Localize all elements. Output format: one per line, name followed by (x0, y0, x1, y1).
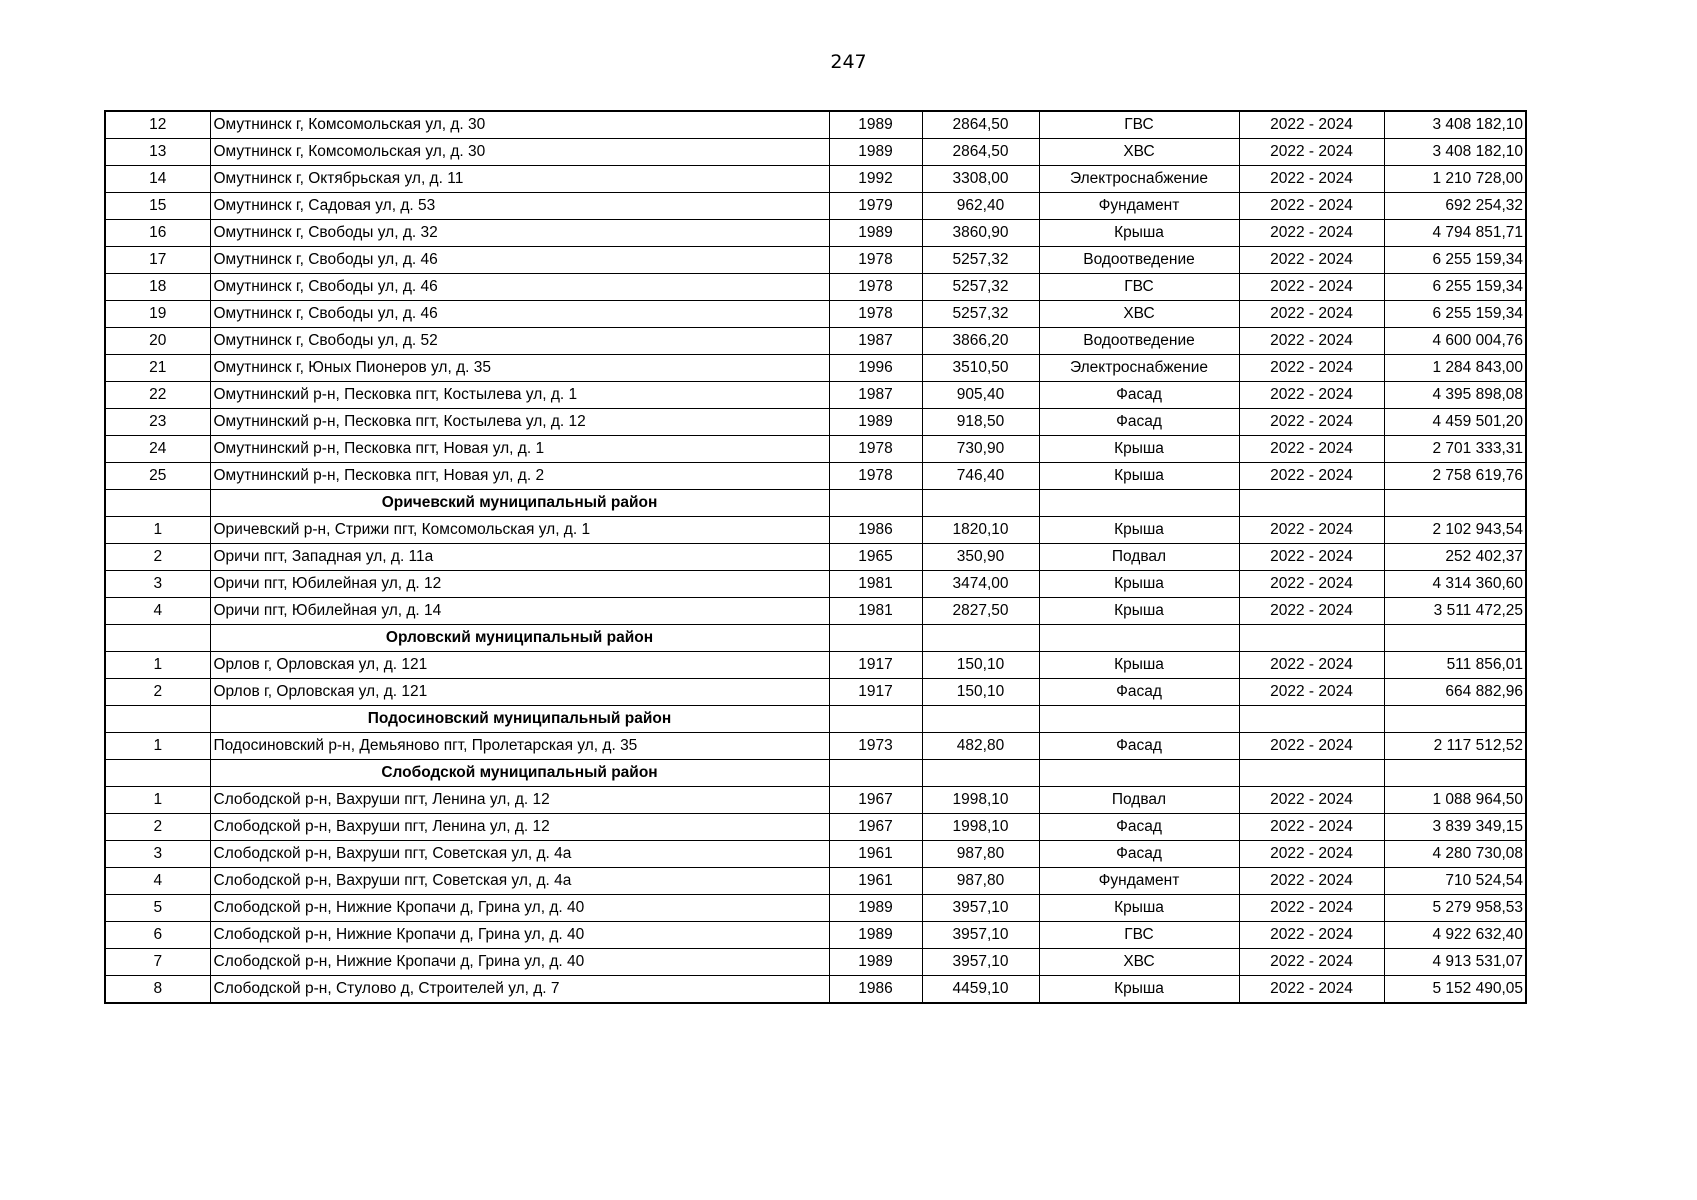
cell-work-type: Фасад (1039, 814, 1239, 841)
table-row (105, 220, 1526, 247)
cell-number (105, 490, 210, 517)
cell-address: Орлов г, Орловская ул, д. 121 (210, 652, 829, 679)
cell-area: 3957,10 (922, 895, 1039, 922)
cell-year-built (829, 760, 922, 787)
table-row (105, 949, 1526, 976)
cell-year-built: 1917 (829, 679, 922, 706)
cell-area: 3510,50 (922, 355, 1039, 382)
cell-cost: 4 395 898,08 (1384, 382, 1526, 409)
cell-cost: 664 882,96 (1384, 679, 1526, 706)
cell-number: 14 (105, 166, 210, 193)
cell-number: 18 (105, 274, 210, 301)
cell-number: 7 (105, 949, 210, 976)
cell-number: 20 (105, 328, 210, 355)
cell-period: 2022 - 2024 (1239, 733, 1384, 760)
cell-cost: 4 922 632,40 (1384, 922, 1526, 949)
cell-area: 4459,10 (922, 976, 1039, 1004)
cell-area: 3474,00 (922, 571, 1039, 598)
cell-number: 25 (105, 463, 210, 490)
section-header-row (105, 490, 1526, 517)
cell-number: 24 (105, 436, 210, 463)
cell-area: 2827,50 (922, 598, 1039, 625)
cell-period: 2022 - 2024 (1239, 814, 1384, 841)
cell-number: 5 (105, 895, 210, 922)
cell-number: 13 (105, 139, 210, 166)
cell-work-type: Крыша (1039, 895, 1239, 922)
cell-work-type: Фасад (1039, 382, 1239, 409)
cell-work-type: Электроснабжение (1039, 355, 1239, 382)
cell-work-type: Крыша (1039, 598, 1239, 625)
cell-cost: 2 758 619,76 (1384, 463, 1526, 490)
cell-year-built: 1989 (829, 111, 922, 139)
cell-work-type: Крыша (1039, 517, 1239, 544)
table-row (105, 571, 1526, 598)
cell-cost: 4 459 501,20 (1384, 409, 1526, 436)
cell-cost: 2 117 512,52 (1384, 733, 1526, 760)
cell-work-type: Электроснабжение (1039, 166, 1239, 193)
cell-number (105, 706, 210, 733)
cell-year-built: 1989 (829, 895, 922, 922)
table-row (105, 733, 1526, 760)
cell-year-built: 1986 (829, 976, 922, 1004)
cell-number: 21 (105, 355, 210, 382)
cell-cost: 4 794 851,71 (1384, 220, 1526, 247)
cell-number: 6 (105, 922, 210, 949)
cell-area: 3308,00 (922, 166, 1039, 193)
cell-area: 482,80 (922, 733, 1039, 760)
cell-address: Омутнинский р-н, Песковка пгт, Костылева ул, д. 1 (210, 382, 829, 409)
table-row (105, 679, 1526, 706)
cell-year-built: 1978 (829, 301, 922, 328)
cell-cost: 1 284 843,00 (1384, 355, 1526, 382)
cell-cost: 3 408 182,10 (1384, 139, 1526, 166)
cell-area: 2864,50 (922, 139, 1039, 166)
cell-work-type (1039, 625, 1239, 652)
cell-cost: 4 280 730,08 (1384, 841, 1526, 868)
cell-year-built (829, 625, 922, 652)
cell-cost: 4 314 360,60 (1384, 571, 1526, 598)
cell-period: 2022 - 2024 (1239, 841, 1384, 868)
cell-number: 23 (105, 409, 210, 436)
cell-address: Омутнинский р-н, Песковка пгт, Новая ул, д. 1 (210, 436, 829, 463)
cell-work-type: Крыша (1039, 220, 1239, 247)
cell-year-built: 1981 (829, 598, 922, 625)
cell-year-built: 1917 (829, 652, 922, 679)
cell-cost: 2 701 333,31 (1384, 436, 1526, 463)
cell-period: 2022 - 2024 (1239, 517, 1384, 544)
cell-area: 1820,10 (922, 517, 1039, 544)
table-row (105, 544, 1526, 571)
cell-work-type: ГВС (1039, 922, 1239, 949)
cell-year-built: 1978 (829, 247, 922, 274)
cell-period (1239, 760, 1384, 787)
cell-number: 4 (105, 598, 210, 625)
table-row (105, 463, 1526, 490)
cell-year-built: 1973 (829, 733, 922, 760)
cell-period: 2022 - 2024 (1239, 922, 1384, 949)
cell-address: Слободской р-н, Вахруши пгт, Ленина ул, д. 12 (210, 787, 829, 814)
cell-work-type: Фасад (1039, 409, 1239, 436)
cell-year-built: 1961 (829, 868, 922, 895)
cell-year-built: 1967 (829, 787, 922, 814)
cell-area: 2864,50 (922, 111, 1039, 139)
table-row (105, 301, 1526, 328)
cell-cost (1384, 625, 1526, 652)
cell-cost: 511 856,01 (1384, 652, 1526, 679)
cell-address: Слободской р-н, Вахруши пгт, Советская ул, д. 4а (210, 868, 829, 895)
cell-period: 2022 - 2024 (1239, 544, 1384, 571)
cell-year-built: 1986 (829, 517, 922, 544)
cell-work-type: Крыша (1039, 436, 1239, 463)
cell-period: 2022 - 2024 (1239, 220, 1384, 247)
cell-address: Подосиновский р-н, Демьяново пгт, Пролетарская ул, д. 35 (210, 733, 829, 760)
table-row (105, 382, 1526, 409)
cell-cost: 3 839 349,15 (1384, 814, 1526, 841)
cell-area: 5257,32 (922, 301, 1039, 328)
cell-area: 746,40 (922, 463, 1039, 490)
cell-area: 918,50 (922, 409, 1039, 436)
cell-number: 12 (105, 111, 210, 139)
cell-area: 987,80 (922, 841, 1039, 868)
cell-cost: 6 255 159,34 (1384, 301, 1526, 328)
cell-address: Омутнинск г, Комсомольская ул, д. 30 (210, 139, 829, 166)
table-row (105, 328, 1526, 355)
cell-work-type: Фундамент (1039, 868, 1239, 895)
cell-number: 3 (105, 571, 210, 598)
cell-work-type: Подвал (1039, 544, 1239, 571)
cell-cost: 692 254,32 (1384, 193, 1526, 220)
cell-cost: 4 600 004,76 (1384, 328, 1526, 355)
cell-period: 2022 - 2024 (1239, 247, 1384, 274)
cell-area: 3860,90 (922, 220, 1039, 247)
table-row (105, 193, 1526, 220)
table-row (105, 922, 1526, 949)
cell-period: 2022 - 2024 (1239, 382, 1384, 409)
cell-number: 16 (105, 220, 210, 247)
cell-cost: 4 913 531,07 (1384, 949, 1526, 976)
cell-work-type: Крыша (1039, 652, 1239, 679)
table-row (105, 111, 1526, 139)
table-row (105, 868, 1526, 895)
cell-work-type (1039, 490, 1239, 517)
cell-cost: 1 088 964,50 (1384, 787, 1526, 814)
cell-area: 1998,10 (922, 814, 1039, 841)
cell-address: Слободской р-н, Вахруши пгт, Советская ул, д. 4а (210, 841, 829, 868)
cell-work-type: Крыша (1039, 463, 1239, 490)
cell-area (922, 625, 1039, 652)
cell-period: 2022 - 2024 (1239, 193, 1384, 220)
table-row (105, 274, 1526, 301)
cell-address: Слободской р-н, Нижние Кропачи д, Грина ул, д. 40 (210, 895, 829, 922)
cell-year-built: 1989 (829, 949, 922, 976)
cell-address: Омутнинск г, Свободы ул, д. 46 (210, 301, 829, 328)
cell-address: Омутнинск г, Садовая ул, д. 53 (210, 193, 829, 220)
cell-year-built: 1961 (829, 841, 922, 868)
cell-area: 150,10 (922, 679, 1039, 706)
cell-period: 2022 - 2024 (1239, 787, 1384, 814)
cell-year-built: 1989 (829, 409, 922, 436)
cell-area: 987,80 (922, 868, 1039, 895)
cell-area: 962,40 (922, 193, 1039, 220)
cell-address: Орлов г, Орловская ул, д. 121 (210, 679, 829, 706)
cell-area: 5257,32 (922, 274, 1039, 301)
cell-address: Слободской р-н, Стулово д, Строителей ул, д. 7 (210, 976, 829, 1004)
cell-cost: 1 210 728,00 (1384, 166, 1526, 193)
page-number: 247 (830, 51, 867, 73)
repair-program-table (104, 110, 1527, 1004)
cell-period: 2022 - 2024 (1239, 463, 1384, 490)
section-title: Слободской муниципальный район (210, 760, 829, 787)
cell-number: 15 (105, 193, 210, 220)
cell-work-type: Фасад (1039, 841, 1239, 868)
cell-year-built: 1978 (829, 274, 922, 301)
cell-period (1239, 490, 1384, 517)
section-header-row (105, 625, 1526, 652)
table-row (105, 841, 1526, 868)
cell-area: 5257,32 (922, 247, 1039, 274)
cell-work-type: Водоотведение (1039, 328, 1239, 355)
cell-area: 350,90 (922, 544, 1039, 571)
cell-area: 905,40 (922, 382, 1039, 409)
cell-address: Омутнинск г, Свободы ул, д. 52 (210, 328, 829, 355)
cell-number: 19 (105, 301, 210, 328)
cell-cost: 3 511 472,25 (1384, 598, 1526, 625)
cell-year-built: 1996 (829, 355, 922, 382)
cell-address: Оричи пгт, Западная ул, д. 11а (210, 544, 829, 571)
cell-cost: 6 255 159,34 (1384, 247, 1526, 274)
table-row (105, 355, 1526, 382)
cell-work-type (1039, 706, 1239, 733)
table-body (105, 111, 1526, 1003)
cell-year-built: 1978 (829, 436, 922, 463)
cell-work-type: Крыша (1039, 571, 1239, 598)
section-title: Орловский муниципальный район (210, 625, 829, 652)
cell-period: 2022 - 2024 (1239, 355, 1384, 382)
cell-number: 2 (105, 679, 210, 706)
cell-period: 2022 - 2024 (1239, 868, 1384, 895)
cell-work-type: Фасад (1039, 679, 1239, 706)
cell-area (922, 760, 1039, 787)
table-row (105, 598, 1526, 625)
cell-area: 730,90 (922, 436, 1039, 463)
cell-area: 3866,20 (922, 328, 1039, 355)
cell-cost: 6 255 159,34 (1384, 274, 1526, 301)
cell-year-built: 1992 (829, 166, 922, 193)
cell-work-type: Фундамент (1039, 193, 1239, 220)
cell-cost (1384, 490, 1526, 517)
cell-cost: 2 102 943,54 (1384, 517, 1526, 544)
cell-cost: 3 408 182,10 (1384, 111, 1526, 139)
cell-period: 2022 - 2024 (1239, 409, 1384, 436)
cell-area (922, 706, 1039, 733)
cell-period: 2022 - 2024 (1239, 679, 1384, 706)
cell-work-type: Подвал (1039, 787, 1239, 814)
cell-area: 1998,10 (922, 787, 1039, 814)
cell-cost (1384, 706, 1526, 733)
cell-period: 2022 - 2024 (1239, 598, 1384, 625)
cell-period: 2022 - 2024 (1239, 328, 1384, 355)
cell-work-type: ХВС (1039, 949, 1239, 976)
cell-cost: 710 524,54 (1384, 868, 1526, 895)
cell-number: 22 (105, 382, 210, 409)
cell-period: 2022 - 2024 (1239, 895, 1384, 922)
cell-area: 150,10 (922, 652, 1039, 679)
cell-year-built: 1987 (829, 382, 922, 409)
cell-number: 2 (105, 544, 210, 571)
cell-work-type: Крыша (1039, 976, 1239, 1004)
cell-area: 3957,10 (922, 922, 1039, 949)
cell-number: 8 (105, 976, 210, 1004)
cell-address: Оричевский р-н, Стрижи пгт, Комсомольская ул, д. 1 (210, 517, 829, 544)
cell-address: Слободской р-н, Нижние Кропачи д, Грина ул, д. 40 (210, 949, 829, 976)
cell-cost: 5 152 490,05 (1384, 976, 1526, 1004)
table-row (105, 517, 1526, 544)
table-row (105, 166, 1526, 193)
cell-number (105, 760, 210, 787)
cell-year-built: 1967 (829, 814, 922, 841)
cell-year-built: 1987 (829, 328, 922, 355)
table-row (105, 247, 1526, 274)
cell-address: Омутнинский р-н, Песковка пгт, Костылева ул, д. 12 (210, 409, 829, 436)
table-row (105, 895, 1526, 922)
cell-work-type: ХВС (1039, 139, 1239, 166)
table-row (105, 787, 1526, 814)
cell-number: 1 (105, 652, 210, 679)
cell-year-built: 1989 (829, 139, 922, 166)
cell-work-type: Водоотведение (1039, 247, 1239, 274)
repair-program-table-container (104, 110, 1527, 1004)
cell-address: Омутнинск г, Свободы ул, д. 46 (210, 274, 829, 301)
cell-number: 2 (105, 814, 210, 841)
cell-address: Омутнинск г, Октябрьская ул, д. 11 (210, 166, 829, 193)
cell-work-type (1039, 760, 1239, 787)
cell-period: 2022 - 2024 (1239, 976, 1384, 1004)
cell-cost (1384, 760, 1526, 787)
cell-period: 2022 - 2024 (1239, 166, 1384, 193)
cell-year-built: 1989 (829, 220, 922, 247)
cell-period (1239, 706, 1384, 733)
cell-address: Омутнинск г, Комсомольская ул, д. 30 (210, 111, 829, 139)
cell-year-built: 1989 (829, 922, 922, 949)
cell-address: Оричи пгт, Юбилейная ул, д. 12 (210, 571, 829, 598)
section-title: Подосиновский муниципальный район (210, 706, 829, 733)
cell-period (1239, 625, 1384, 652)
table-row (105, 814, 1526, 841)
cell-address: Омутнинск г, Свободы ул, д. 46 (210, 247, 829, 274)
cell-year-built (829, 706, 922, 733)
table-row (105, 652, 1526, 679)
cell-period: 2022 - 2024 (1239, 111, 1384, 139)
cell-work-type: ГВС (1039, 111, 1239, 139)
cell-period: 2022 - 2024 (1239, 571, 1384, 598)
cell-work-type: ХВС (1039, 301, 1239, 328)
cell-work-type: ГВС (1039, 274, 1239, 301)
cell-year-built: 1981 (829, 571, 922, 598)
table-row (105, 139, 1526, 166)
cell-address: Омутнинск г, Юных Пионеров ул, д. 35 (210, 355, 829, 382)
cell-period: 2022 - 2024 (1239, 301, 1384, 328)
cell-area: 3957,10 (922, 949, 1039, 976)
cell-period: 2022 - 2024 (1239, 436, 1384, 463)
cell-number: 4 (105, 868, 210, 895)
cell-number: 1 (105, 517, 210, 544)
cell-number: 1 (105, 733, 210, 760)
cell-address: Оричи пгт, Юбилейная ул, д. 14 (210, 598, 829, 625)
table-row (105, 976, 1526, 1004)
table-row (105, 409, 1526, 436)
cell-number: 1 (105, 787, 210, 814)
cell-address: Омутнинский р-н, Песковка пгт, Новая ул, д. 2 (210, 463, 829, 490)
cell-address: Слободской р-н, Нижние Кропачи д, Грина ул, д. 40 (210, 922, 829, 949)
cell-area (922, 490, 1039, 517)
section-header-row (105, 760, 1526, 787)
cell-period: 2022 - 2024 (1239, 652, 1384, 679)
cell-cost: 252 402,37 (1384, 544, 1526, 571)
cell-year-built (829, 490, 922, 517)
cell-address: Омутнинск г, Свободы ул, д. 32 (210, 220, 829, 247)
cell-year-built: 1978 (829, 463, 922, 490)
table-row (105, 436, 1526, 463)
cell-work-type: Фасад (1039, 733, 1239, 760)
cell-year-built: 1965 (829, 544, 922, 571)
cell-number (105, 625, 210, 652)
cell-cost: 5 279 958,53 (1384, 895, 1526, 922)
cell-number: 3 (105, 841, 210, 868)
cell-year-built: 1979 (829, 193, 922, 220)
cell-period: 2022 - 2024 (1239, 949, 1384, 976)
section-title: Оричевский муниципальный район (210, 490, 829, 517)
cell-period: 2022 - 2024 (1239, 139, 1384, 166)
section-header-row (105, 706, 1526, 733)
cell-address: Слободской р-н, Вахруши пгт, Ленина ул, д. 12 (210, 814, 829, 841)
cell-period: 2022 - 2024 (1239, 274, 1384, 301)
cell-number: 17 (105, 247, 210, 274)
